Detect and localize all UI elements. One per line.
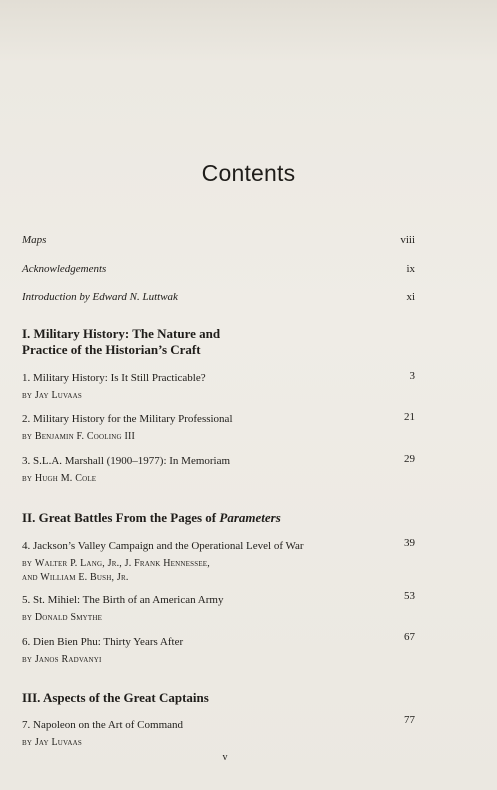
- toc-page-number: viii: [400, 234, 415, 246]
- section-heading-line: I. Military History: The Nature and: [22, 326, 221, 341]
- toc-entry-by: by: [22, 390, 33, 401]
- toc-entry-by: by: [22, 654, 33, 665]
- toc-entry-1: [22, 371, 416, 403]
- toc-entry-2: [22, 412, 416, 444]
- toc-entry-authors: Hugh M. Cole: [34, 473, 97, 484]
- toc-front-introduction: [22, 291, 416, 303]
- toc-entry-title: 6. Dien Bien Phu: Thirty Years After: [22, 636, 184, 648]
- toc-page-number: 53: [404, 590, 415, 602]
- toc-entry-6: [22, 635, 416, 667]
- toc-entry-authors: Benjamin F. Cooling III: [34, 431, 136, 442]
- toc-front-maps: [22, 234, 416, 246]
- toc-entry-4: [22, 539, 416, 585]
- toc-label: Maps: [22, 234, 47, 246]
- section-heading-text: III. Aspects of the Great Captains: [22, 690, 209, 705]
- section-heading-text: II. Great Battles From the Pages of: [22, 510, 220, 525]
- toc-entry-title: 2. Military History for the Military Professional: [22, 413, 233, 425]
- toc-page-number: 39: [404, 537, 415, 549]
- section-heading-line: Practice of the Historian’s Craft: [22, 342, 201, 357]
- toc-entry-5: [22, 593, 416, 625]
- folio-page-number: v: [222, 752, 228, 763]
- toc-label: Acknowledgements: [22, 263, 107, 275]
- section-heading-italic: Parameters: [219, 510, 281, 525]
- toc-entry-authors: Janos Radvanyi: [34, 654, 102, 665]
- toc-page-number: 77: [404, 714, 415, 726]
- toc-entry-by: by: [22, 737, 33, 748]
- toc-entry-by: by: [22, 612, 33, 623]
- toc-entry-authors: Donald Smythe: [34, 612, 103, 623]
- toc-entry-title: 1. Military History: Is It Still Practicable?: [22, 372, 206, 384]
- toc-page-number: 3: [409, 370, 415, 382]
- toc-entry-authors-cont: and William E. Bush, Jr.: [22, 572, 129, 583]
- toc-entry-by: by: [22, 473, 33, 484]
- toc-page-number: xi: [406, 291, 415, 303]
- toc-page-number: 67: [404, 631, 415, 643]
- toc-entry-by: by: [22, 558, 33, 569]
- section-heading-2: [22, 510, 352, 526]
- toc-entry-title: 7. Napoleon on the Art of Command: [22, 719, 184, 731]
- toc-page-number: 29: [404, 453, 415, 465]
- toc-entry-3: [22, 454, 416, 486]
- toc-entry-authors: Jay Luvaas: [34, 737, 83, 748]
- toc-entry-authors: Walter P. Lang, Jr., J. Frank Hennessee,: [34, 558, 210, 569]
- toc-page-number: ix: [406, 263, 415, 275]
- toc-entry-title: 3. S.L.A. Marshall (1900–1977): In Memoriam: [22, 455, 231, 467]
- toc-entry-authors: Jay Luvaas: [34, 390, 83, 401]
- toc-front-acknowledgements: [22, 263, 416, 275]
- page-title: Contents: [201, 160, 296, 186]
- section-heading-1: [22, 326, 322, 358]
- toc-entry-7: [22, 718, 416, 750]
- section-heading-3: [22, 690, 322, 706]
- toc-page-number: 21: [404, 411, 415, 423]
- toc-entry-title: 5. St. Mihiel: The Birth of an American Army: [22, 594, 224, 606]
- toc-entry-by: by: [22, 431, 33, 442]
- toc-label: Introduction by Edward N. Luttwak: [22, 291, 178, 303]
- toc-entry-title: 4. Jackson’s Valley Campaign and the Operational Level of War: [22, 540, 304, 552]
